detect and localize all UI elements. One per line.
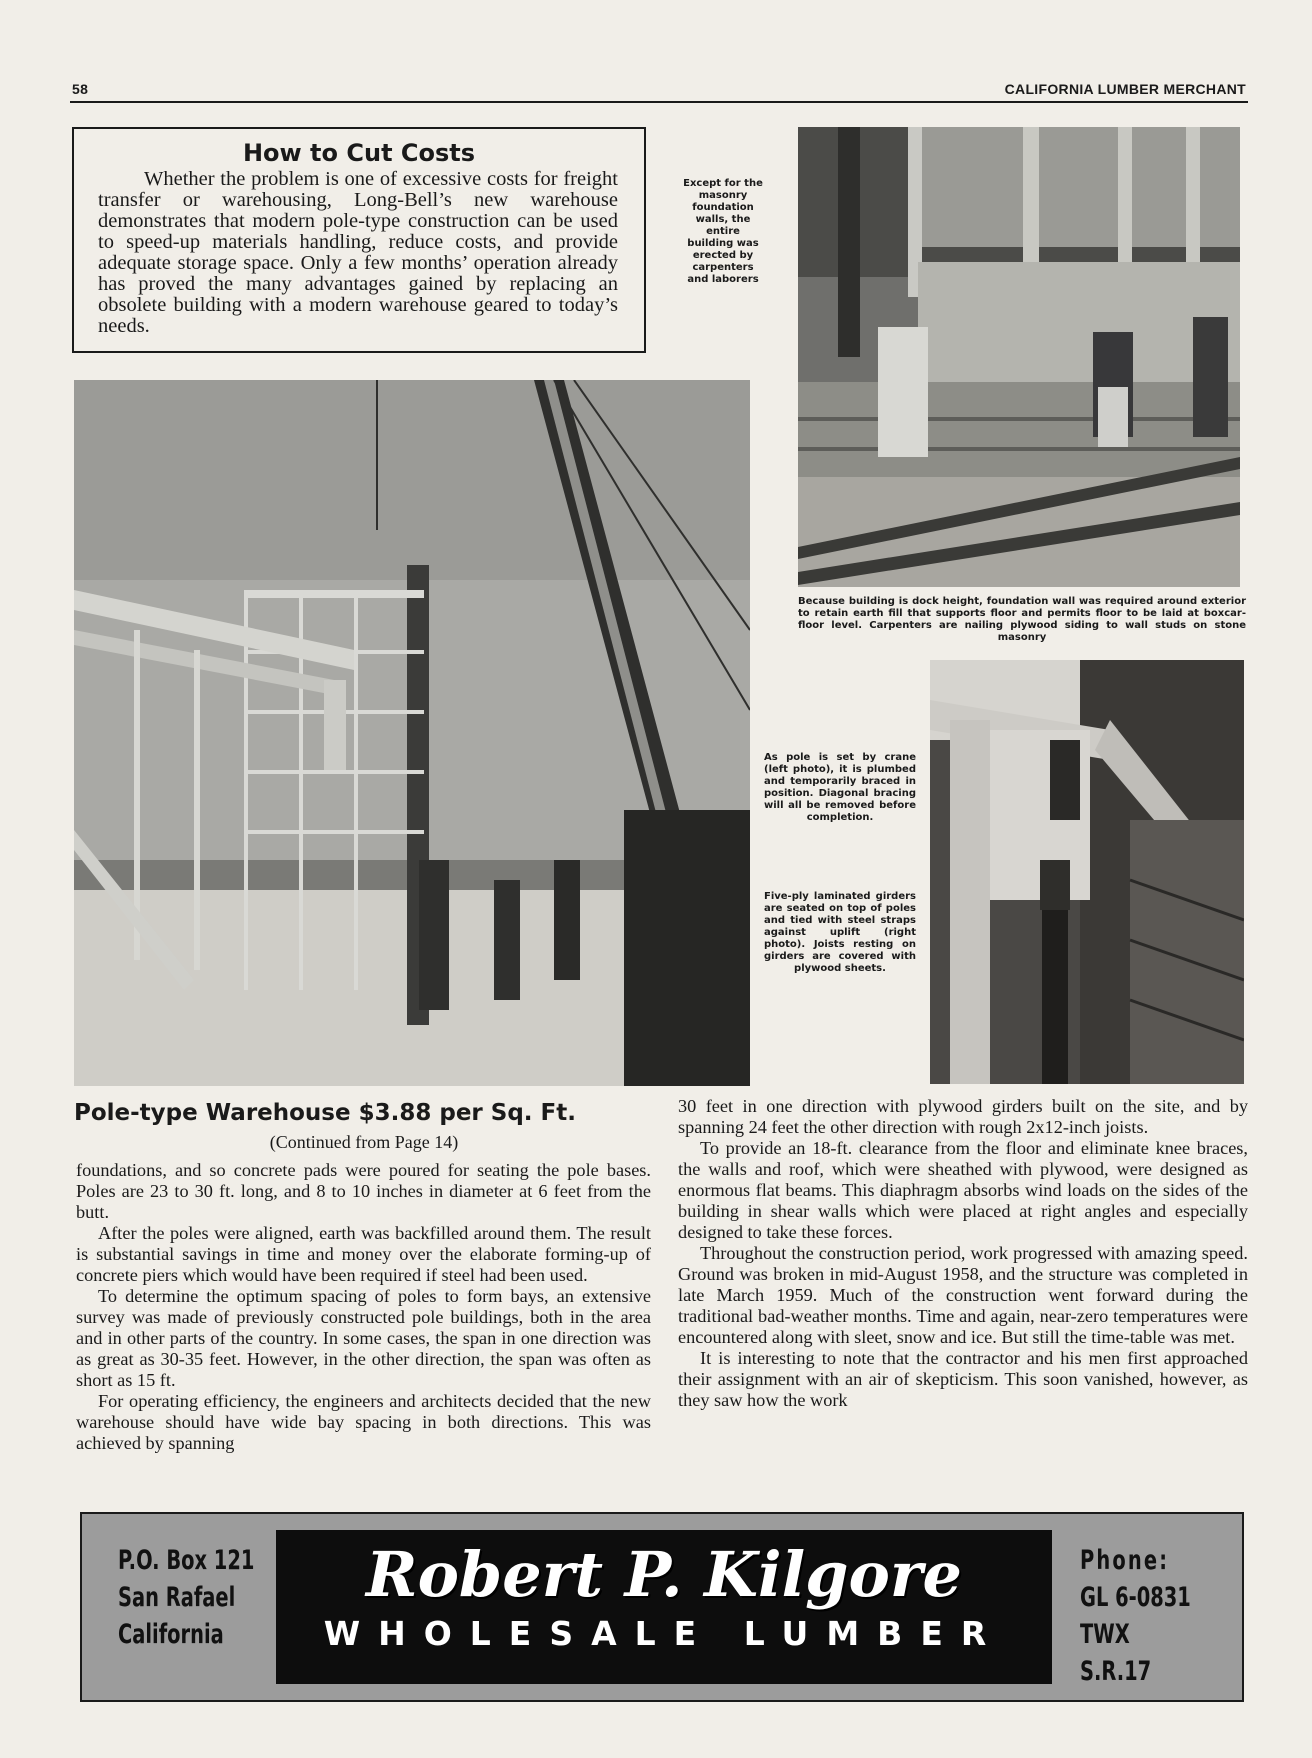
publication-name: CALIFORNIA LUMBER MERCHANT xyxy=(1004,81,1246,97)
article-column-left xyxy=(76,1160,651,1454)
ad-phone-line: GL 6-0831 xyxy=(1080,1582,1191,1613)
continued-note: (Continued from Page 14) xyxy=(269,1132,459,1152)
advertisement xyxy=(80,1512,1244,1702)
box-title: How to Cut Costs xyxy=(242,139,476,167)
how-to-cut-costs-box xyxy=(72,127,646,353)
caption-girders: Five-ply laminated girders are seated on top of poles and tied with steel straps against uplift (right photo). Joists resting on girders are covered with plywood sheets. xyxy=(764,891,916,974)
caption-pole-set: As pole is set by crane (left photo), it is plumbed and temporarily braced in position. Diagonal bracing will all be removed before completion. xyxy=(764,752,916,823)
left-paragraph-1: foundations, and so concrete pads were poured for seating the pole bases. Poles are 23 to 30 ft. long, and 8 to 10 inches in diameter at 6 feet from the butt. xyxy=(76,1160,651,1222)
page-number: 58 xyxy=(72,81,89,97)
ad-phone-line: Phone: xyxy=(1080,1545,1170,1576)
box-body: Whether the problem is one of excessive costs for freight transfer or warehousing, Long-Bell’s new warehouse demonstrates that modern pole-type construction can be used to speed-up materials handling, reduce costs, and provide adequate storage space. Only a few months’ operation already has proved the many advantages gained by replacing an obsolete building with a modern warehouse geared to today’s needs. xyxy=(98,168,618,337)
left-paragraph-2: After the poles were aligned, earth was backfilled around them. The result is substantial savings in time and money over the elaborate forming-up of concrete piers which would have been required if steel had been used. xyxy=(76,1223,651,1285)
header-rule xyxy=(70,101,1248,103)
ad-name-panel xyxy=(276,1530,1052,1684)
ad-address-line: P.O. Box 121 xyxy=(118,1545,255,1576)
left-paragraph-4: For operating efficiency, the engineers and architects decided that the new warehouse should have wide bay spacing in both directions. This was achieved by spanning xyxy=(76,1391,651,1453)
right-paragraph-2: To provide an 18-ft. clearance from the floor and eliminate knee braces, the walls and roof, which were sheathed with plywood, were designed as enormous flat beams. This diaphragm absorbs wind loads on the sides of the building in shear walls which were placed at right angles and especially designed to take these forces. xyxy=(678,1138,1248,1242)
photo-masonry-wall xyxy=(798,127,1240,587)
article-column-right xyxy=(678,1096,1248,1411)
article-title: Pole-type Warehouse $3.88 per Sq. Ft. xyxy=(74,1100,576,1126)
right-paragraph-3: Throughout the construction period, work progressed with amazing speed. Ground was broken in mid-August 1958, and the structure was completed in late March 1959. Much of the construction went forward during the traditional bad-weather months. Time and again, near-zero temperatures were encountered along with sleet, snow and ice. But still the time-table was met. xyxy=(678,1243,1248,1347)
ad-address-line: California xyxy=(118,1619,224,1650)
photo-girder-on-pole xyxy=(930,660,1244,1084)
ad-company-name: Robert P. Kilgore xyxy=(366,1538,962,1611)
right-paragraph-1: 30 feet in one direction with plywood girders built on the site, and by spanning 24 feet the other direction with rough 2x12-inch joists. xyxy=(678,1096,1248,1137)
left-paragraph-3: To determine the optimum spacing of poles to form bays, an extensive survey was made of previously constructed pole buildings, both in the area and in other parts of the country. In some cases, the span in one direction was as great as 30-35 feet. However, in the other direction, the span was often as short as 15 ft. xyxy=(76,1286,651,1390)
ad-phone-line: TWX S.R.17 xyxy=(1080,1619,1152,1687)
ad-phone xyxy=(1080,1542,1240,1690)
caption-dock-height: Because building is dock height, foundation wall was required around exterior to retain earth fill that supports floor and permits floor to be laid at boxcar-floor level. Carpenters are nailing plywood siding to wall studs on stone masonry xyxy=(798,596,1246,643)
ad-address-line: San Rafael xyxy=(118,1582,236,1613)
photo-crane-setting-pole xyxy=(74,380,750,1086)
caption-masonry: Except for the masonry foundation walls, the entire building was erected by carpenters and laborers xyxy=(683,178,763,285)
ad-tagline: WHOLESALE LUMBER xyxy=(323,1614,1005,1653)
right-paragraph-4: It is interesting to note that the contractor and his men first approached their assignment with an air of skepticism. This soon vanished, however, as they saw how the work xyxy=(678,1348,1248,1410)
